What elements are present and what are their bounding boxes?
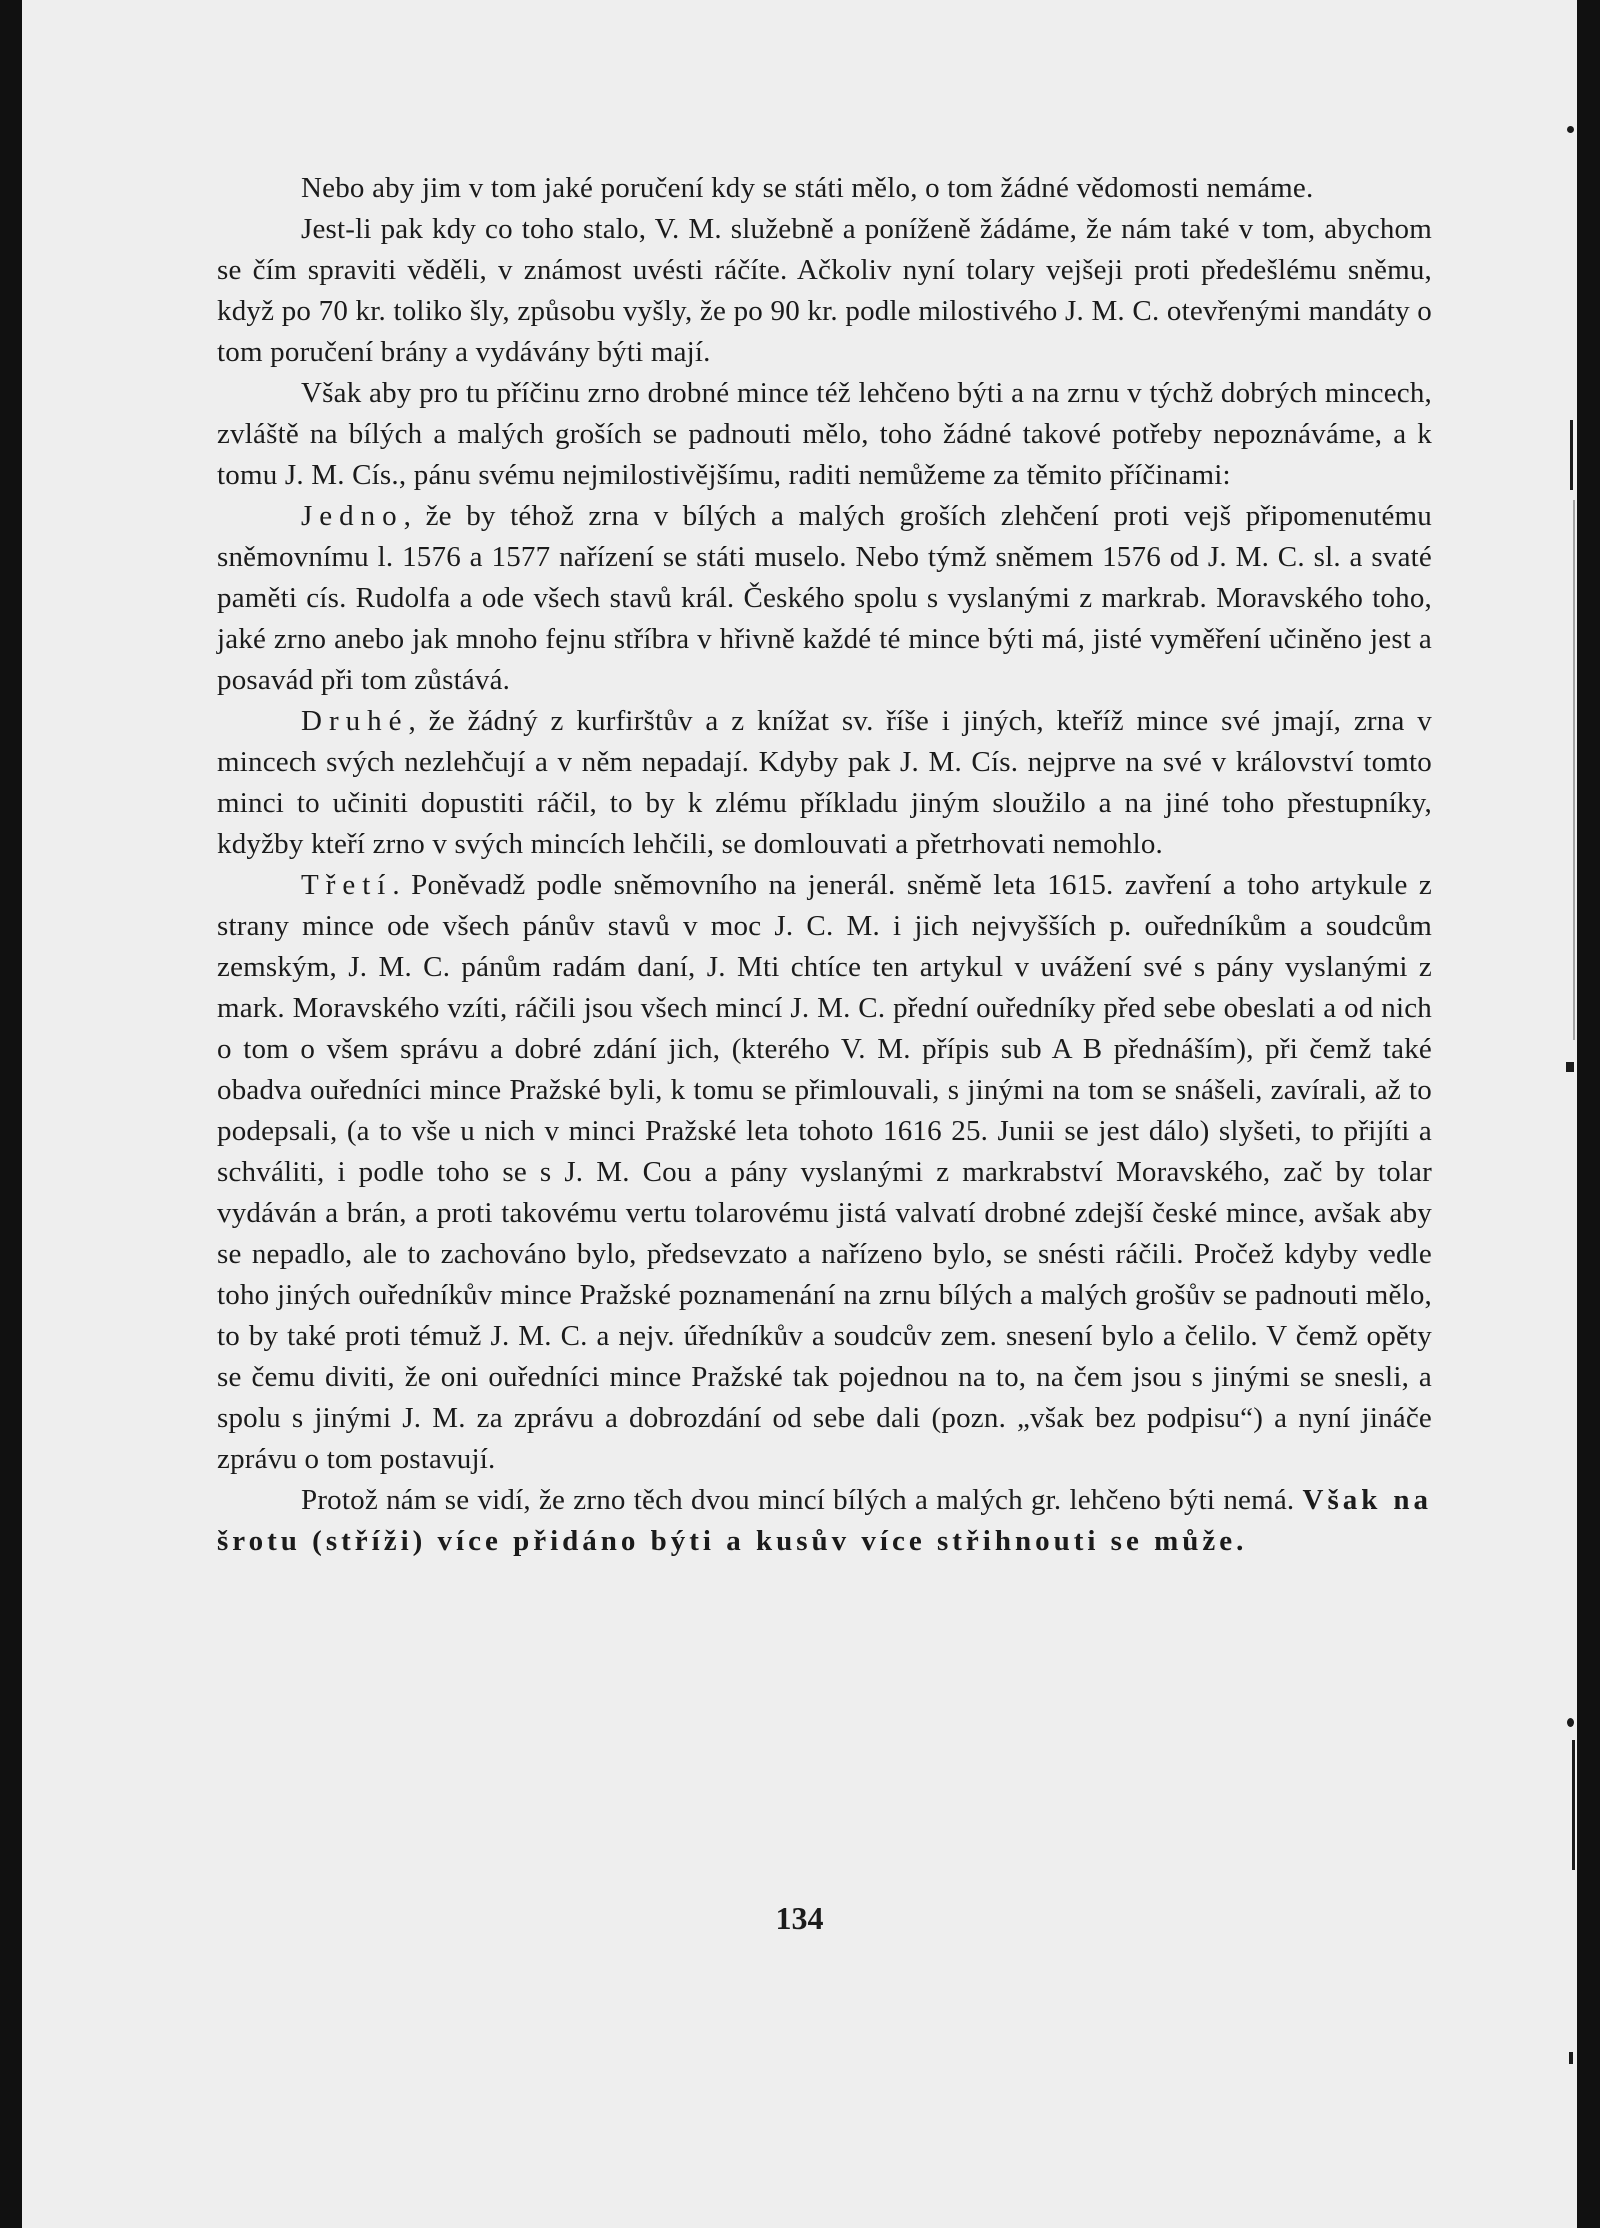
margin-dot <box>1569 2052 1573 2064</box>
book-page <box>22 0 1577 2228</box>
paragraph-lead: Třetí <box>301 869 393 901</box>
paragraph-7: Protož nám se vidí, že zrno těch dvou mincí bílých a malých gr. lehčeno býti nemá. Však na šrotu (stříži) více přidáno býti a kusův více střihnouti se může. <box>217 1484 1432 1557</box>
paragraph-5: Druhé, že žádný z kurfirštův a z knížat sv. říše i jiných, kteříž mince své jmají, zrna v mincech svých nezlehčují a v něm nepadají. Kdyby pak J. M. Cís. nejprve na své v království tomto minci to učiniti dopustiti ráčil, to by k zlému příkladu jiným sloužilo a na jiné toho přestupníky, kdyžby kteří zrno v svých mincích lehčili, se domlouvati a přetrhovati nemohlo. <box>217 705 1432 860</box>
margin-dot <box>1567 1718 1574 1727</box>
margin-dot <box>1567 126 1574 133</box>
body-text <box>217 168 1432 1562</box>
paragraph-lead: Druhé <box>301 705 409 737</box>
page-number: 134 <box>775 1900 824 1936</box>
paragraph-4: Jedno, že by téhož zrna v bílých a malých groších zlehčení proti vejš připomenutému sněmovnímu l. 1576 a 1577 nařízení se státi muselo. Nebo týmž sněmem 1576 od J. M. C. sl. a svaté paměti cís. Rudolfa a ode všech stavů král. Českého spolu s vyslanými z markrab. Moravského toho, jaké zrno anebo jak mnoho fejnu stříbra v hřivně každé té mince býti má, jisté vyměření učiněno jest a posavád při tom zůstává. <box>217 500 1432 696</box>
paragraph-3: Však aby pro tu příčinu zrno drobné mince též lehčeno býti a na zrnu v týchž dobrých mincech, zvláště na bílých a malých groších se padnouti mělo, toho žádné takové potřeby nepoznáváme, a k tomu J. M. Cís., pánu svému nejmilostivějšímu, raditi nemůžeme za těmito příčinami: <box>217 377 1432 491</box>
paragraph-6: Třetí. Poněvadž podle sněmovního na jenerál. sněmě leta 1615. zavření a toho artykule z strany mince ode všech pánův stavů v moc J. C. M. i jich nejvyšších p. ouředníkům a soudcům zemským, J. M. C. pánům radám daní, J. Mti chtíce ten artykul v uvážení své s pány vyslanými z mark. Moravského vzíti, ráčili jsou všech mincí J. M. C. přední ouředníky před sebe obeslati a od nich o tom o všem správu a dobré zdání jich, (kterého V. M. přípis sub A B přednáším), při čemž také obadva ouředníci mince Pražské byli, k tomu se přimlouvali, s jinými na tom se snášeli, zavírali, až to podepsali, (a to vše u nich v minci Pražské leta tohoto 1616 25. Junii se jest dálo) slyšeti, to přijíti a schváliti, i podle toho se s J. M. Cou a pány vyslanými z markrabství Moravského, zač by tolar vydáván a brán, a proti takovému vertu tolarovému jistá valvatí drobné zdejší české mince, avšak aby se nepadlo, ale to zachováno bylo, předsevzato a nařízeno bylo, se snésti ráčili. Pročež kdyby vedle toho jiných ouředníkův mince Pražské poznamenání na zrnu bílých a malých grošův se padnouti mělo, to by také proti témuž J. M. C. a nejv. úředníkův a soudcův zem. snesení bylo a čelilo. V čemž opěty se čemu diviti, že oni ouředníci mince Pražské tak pojednou na to, na čem jsou s jinými se snesli, a spolu s jinými J. M. za zprávu a dobrozdání od sebe dali (pozn. „však bez podpisu“) a nyní jináče zprávu o tom postavují. <box>217 869 1432 1475</box>
paragraph-1: Nebo aby jim v tom jaké poručení kdy se státi mělo, o tom žádné vědomosti nemáme. <box>301 172 1314 204</box>
margin-line <box>1570 420 1573 490</box>
margin-line <box>1572 1740 1575 1870</box>
paragraph-lead: Jedno <box>301 500 404 532</box>
emphasized-sentence: Však na šrotu (stříži) více přidáno býti a kusův více střihnouti se může. <box>217 1484 1432 1557</box>
paragraph-2: Jest-li pak kdy co toho stalo, V. M. služebně a poníženě žádáme, že nám také v tom, abychom se čím spraviti věděli, v známost uvésti ráčíte. Ačkoliv nyní tolary vejšeji proti předešlému sněmu, když po 70 kr. toliko šly, způsobu vyšly, že po 90 kr. podle milostivého J. M. C. otevřenými mandáty o tom poručení brány a vydávány býti mají. <box>217 213 1432 368</box>
margin-dot <box>1566 1062 1574 1072</box>
margin-line <box>1573 500 1575 1040</box>
